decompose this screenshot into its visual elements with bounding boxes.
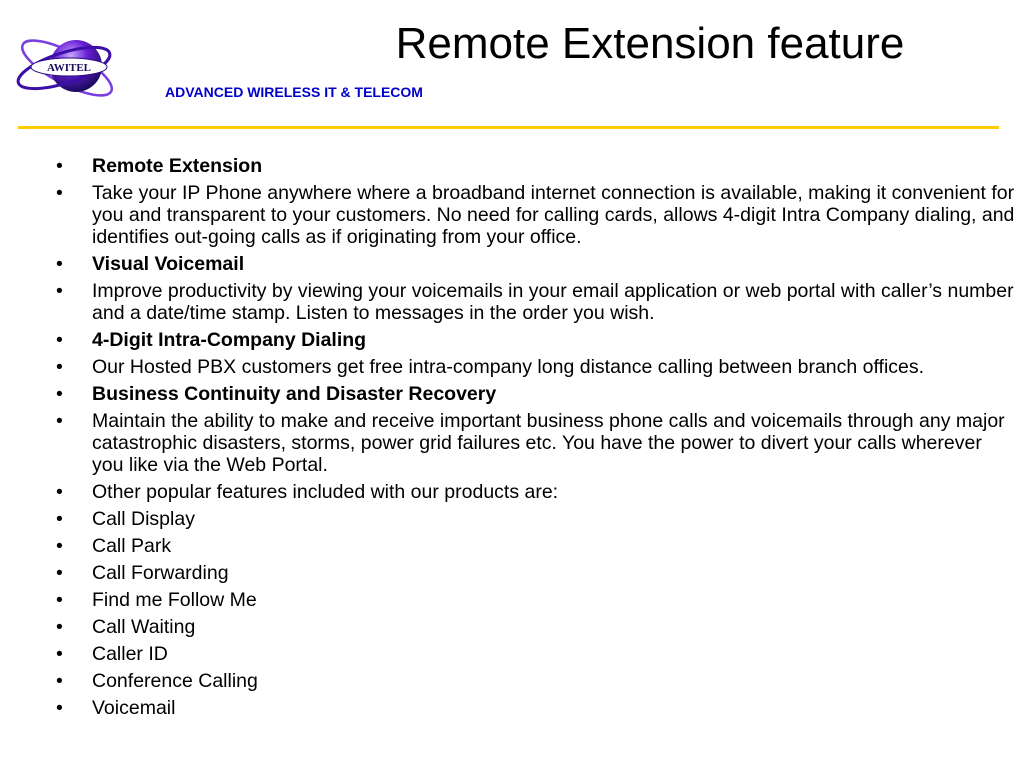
bullet-item [56,280,1018,324]
bullet-icon: • [56,643,63,665]
bullet-icon: • [56,253,63,275]
bullet-text: Call Forwarding [92,562,229,584]
bullet-icon: • [56,481,63,503]
bullet-icon: • [56,508,63,530]
bullet-item [56,616,1018,638]
logo-wordmark: AWITEL [46,62,92,74]
bullet-text: Call Display [92,508,195,530]
bullet-text: Take your IP Phone anywhere where a broadband internet connection is available, making it convenient for you and transparent to your customers. No need for calling cards, allows 4-digit Intra Company dialing, and identifies out-going calls as if originating from your office. [92,182,1015,248]
bullet-text: Remote Extension [92,155,263,177]
bullet-item [56,155,1018,177]
bullet-text: Voicemail [92,697,176,719]
bullet-icon: • [56,182,63,204]
company-logo [14,26,120,106]
bullet-item [56,697,1018,719]
bullet-icon: • [56,535,63,557]
bullet-item [56,670,1018,692]
bullet-text: Other popular features included with our products are: [92,481,559,503]
bullet-item [56,589,1018,611]
bullet-item [56,410,1018,476]
bullet-icon: • [56,410,63,432]
bullet-icon: • [56,697,63,719]
page-title: Remote Extension feature [395,19,905,68]
bullet-icon: • [56,616,63,638]
bullet-text: Caller ID [92,643,168,665]
bullet-icon: • [56,329,63,351]
bullet-text: Call Park [92,535,172,557]
bullet-text: Find me Follow Me [92,589,257,611]
bullet-text: Conference Calling [92,670,258,692]
bullet-icon: • [56,155,63,177]
bullet-item [56,329,1018,351]
bullet-text: 4-Digit Intra-Company Dialing [92,329,367,351]
bullet-text: Improve productivity by viewing your voicemails in your email application or web portal with caller’s number and a date/time stamp. Listen to messages in the order you wish. [92,280,1014,324]
bullet-icon: • [56,356,63,378]
bullet-text: Visual Voicemail [92,253,245,275]
bullet-icon: • [56,670,63,692]
bullet-item [56,356,1018,378]
company-tagline: ADVANCED WIRELESS IT & TELECOM [165,84,423,100]
feature-bullet-list [56,155,1018,724]
bullet-text: Business Continuity and Disaster Recovery [92,383,497,405]
bullet-item [56,383,1018,405]
bullet-icon: • [56,589,63,611]
bullet-item [56,562,1018,584]
header-divider [18,126,999,129]
bullet-item [56,643,1018,665]
bullet-icon: • [56,562,63,584]
bullet-text: Call Waiting [92,616,196,638]
bullet-item [56,253,1018,275]
bullet-icon: • [56,383,63,405]
bullet-item [56,182,1018,248]
bullet-item [56,535,1018,557]
bullet-item [56,508,1018,530]
bullet-item [56,481,1018,503]
bullet-text: Maintain the ability to make and receive important business phone calls and voicemails through any major catastrophic disasters, storms, power grid failures etc. You have the power to divert your calls wherever you like via the Web Portal. [92,410,1005,476]
bullet-icon: • [56,280,63,302]
bullet-text: Our Hosted PBX customers get free intra-company long distance calling between branch offices. [92,356,925,378]
